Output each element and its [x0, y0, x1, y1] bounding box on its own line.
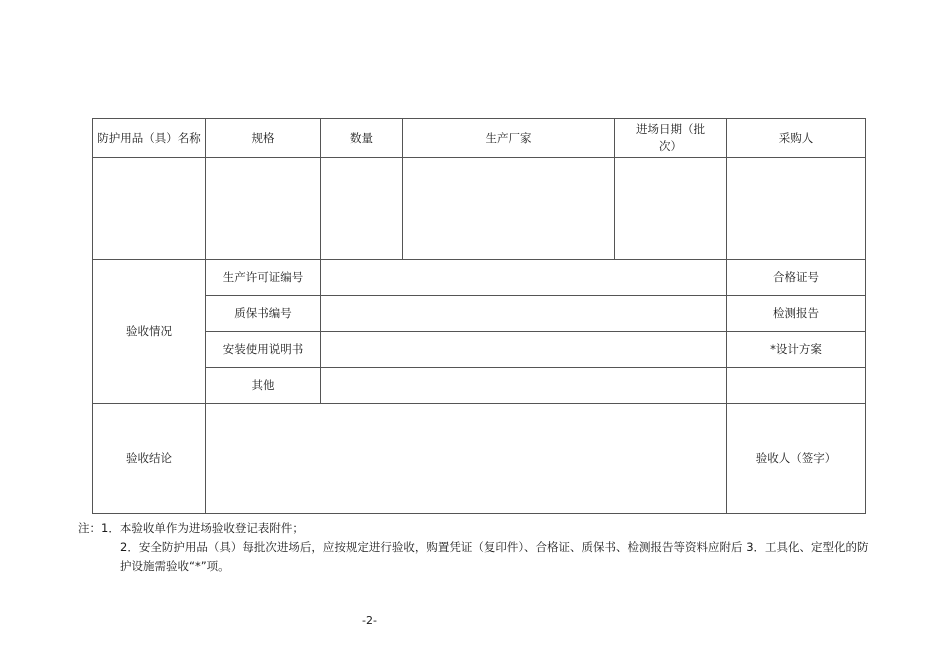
header-quantity: 数量 [321, 119, 403, 158]
acceptance-item-value[interactable] [321, 260, 727, 296]
entry-cell-maker[interactable] [403, 158, 615, 260]
signer-label: 验收人（签字） [727, 404, 866, 514]
notes [78, 519, 873, 576]
acceptance-item-label: 质保书编号 [206, 296, 321, 332]
entry-cell-qty[interactable] [321, 158, 403, 260]
header-product-name: 防护用品（具）名称 [93, 119, 206, 158]
note-line-2: 2．安全防护用品（具）每批次进场后，应按规定进行验收，购置凭证（复印件）、合格证、质保书、检测报告等资料应附后 3．工具化、定型化的防护设施需验收“*”项。 [120, 540, 869, 573]
entry-cell-spec[interactable] [206, 158, 321, 260]
acceptance-row [93, 368, 866, 404]
entry-row [93, 158, 866, 260]
header-purchaser: 采购人 [727, 119, 866, 158]
conclusion-row [93, 404, 866, 514]
acceptance-item-label: 生产许可证编号 [206, 260, 321, 296]
acceptance-item-value[interactable] [321, 332, 727, 368]
conclusion-label: 验收结论 [93, 404, 206, 514]
acceptance-form-table [92, 118, 866, 514]
note-line-1 [78, 519, 873, 538]
acceptance-item-value[interactable] [321, 368, 727, 404]
entry-cell-buyer[interactable] [727, 158, 866, 260]
header-row [93, 119, 866, 158]
acceptance-item-value[interactable] [321, 296, 727, 332]
acceptance-item-label [727, 368, 866, 404]
acceptance-row [93, 260, 866, 296]
entry-cell-date[interactable] [615, 158, 727, 260]
header-manufacturer: 生产厂家 [403, 119, 615, 158]
acceptance-item-label: 安装使用说明书 [206, 332, 321, 368]
page-number: -2- [362, 614, 377, 627]
acceptance-row [93, 296, 866, 332]
note-prefix: 注： [78, 521, 101, 535]
conclusion-value[interactable] [206, 404, 727, 514]
header-spec: 规格 [206, 119, 321, 158]
acceptance-row [93, 332, 866, 368]
acceptance-label: 验收情况 [93, 260, 206, 404]
header-entry-date: 进场日期（批次） [615, 119, 727, 158]
entry-cell-name[interactable] [93, 158, 206, 260]
acceptance-item-label: 其他 [206, 368, 321, 404]
acceptance-item-label: 检测报告 [727, 296, 866, 332]
note-1-text: 1．本验收单作为进场验收登记表附件； [101, 521, 304, 535]
acceptance-item-label: 合格证号 [727, 260, 866, 296]
acceptance-item-label: *设计方案 [727, 332, 866, 368]
